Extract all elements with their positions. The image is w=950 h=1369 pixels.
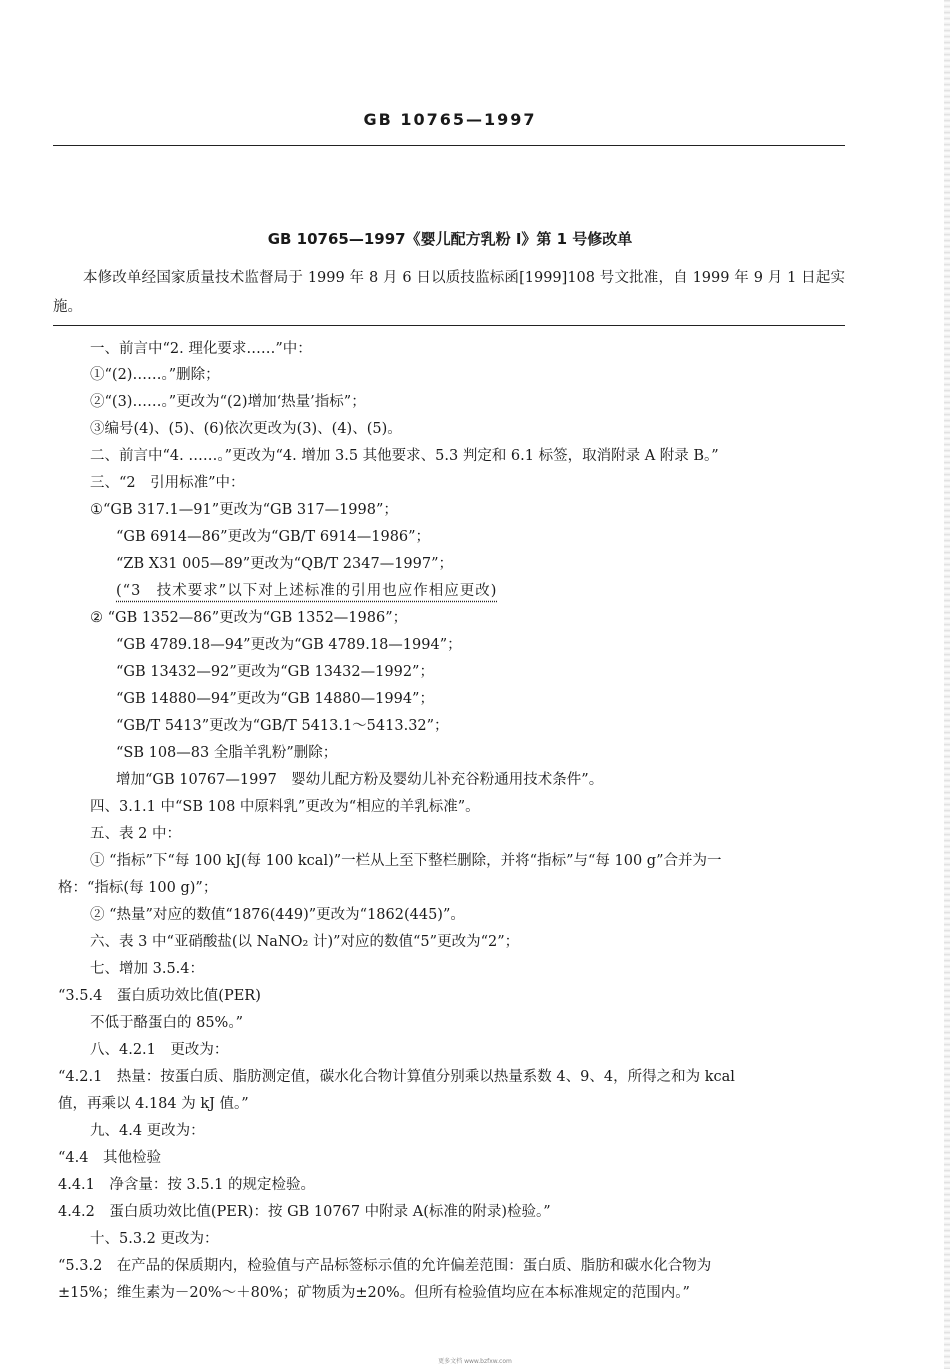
scan-edge <box>944 0 950 1369</box>
section-1-heading: 一、前言中“2. 理化要求……”中： <box>90 341 312 357</box>
section-5-item-2: ② “热量”对应的数值“1876(449)”更改为“1862(445)”。 <box>90 907 465 923</box>
section-3-note: (“3 技术要求”以下对上述标准的引用也应作相应更改) <box>116 583 498 599</box>
section-7-clause: “3.5.4 蛋白质功效比值(PER) <box>58 988 261 1004</box>
section-9-clause-2: 4.4.2 蛋白质功效比值(PER)：按 GB 10767 中附录 A(标准的附录)检验。” <box>58 1204 551 1220</box>
section-9-clause-1: 4.4.1 净含量：按 3.5.1 的规定检验。 <box>58 1177 316 1193</box>
section-7-clause-text: 不低于酪蛋白的 85%。” <box>90 1015 243 1031</box>
section-10-heading: 十、5.3.2 更改为： <box>90 1231 219 1247</box>
section-8-clause: “4.2.1 热量：按蛋白质、脂肪测定值，碳水化合物计算值分别乘以热量系数 4、9、4，所得之和为 kcal <box>58 1069 735 1085</box>
section-6-line: 六、表 3 中“亚硝酸盐(以 NaNO₂ 计)”对应的数值“5”更改为“2”； <box>90 934 520 950</box>
section-1-item-2: ②“(3)……。”更改为“(2)增加‘热量’指标”； <box>90 394 366 410</box>
footer-watermark: 更多文档 www.bzfxw.com <box>438 1358 512 1365</box>
section-3-item-2-b: “GB 4789.18—94”更改为“GB 4789.18—1994”； <box>116 637 462 653</box>
section-3-item-2-g: 增加“GB 10767—1997 婴幼儿配方粉及婴幼儿补充谷粉通用技术条件”。 <box>116 772 604 788</box>
section-3-item-2-f: “SB 108—83 全脂羊乳粉”删除； <box>116 745 338 761</box>
section-2-line: 二、前言中“4. ……。”更改为“4. 增加 3.5 其他要求、5.3 判定和 6.1 标签，取消附录 A 附录 B。” <box>90 448 719 464</box>
section-8-clause-cont: 值，再乘以 4.184 为 kJ 值。” <box>58 1096 249 1112</box>
section-3-item-2: ② “GB 1352—86”更改为“GB 1352—1986”； <box>90 610 408 626</box>
intro-rule <box>53 325 845 326</box>
section-3-item-1: ①“GB 317.1—91”更改为“GB 317—1998”； <box>90 502 398 518</box>
section-3-item-2-c: “GB 13432—92”更改为“GB 13432—1992”； <box>116 664 434 680</box>
section-3-item-2-e: “GB/T 5413”更改为“GB/T 5413.1～5413.32”； <box>116 718 449 734</box>
header-rule <box>53 145 845 146</box>
standard-code-header: GB 10765—1997 <box>363 110 537 129</box>
section-4-line: 四、3.1.1 中“SB 108 中原料乳”更改为“相应的羊乳标准”。 <box>90 799 480 815</box>
section-5-item-1: ① “指标”下“每 100 kJ(每 100 kcal)”一栏从上至下整栏删除，并将“指标”与“每 100 g”合并为一 <box>90 853 722 869</box>
section-1-item-1: ①“(2)……。”删除； <box>90 367 220 383</box>
section-3-heading: 三、“2 引用标准”中： <box>90 475 245 491</box>
section-10-clause: “5.3.2 在产品的保质期内，检验值与产品标签标示值的允许偏差范围：蛋白质、脂肪和碳水化合物为 <box>58 1258 712 1274</box>
section-7-heading: 七、增加 3.5.4： <box>90 961 205 977</box>
section-1-item-3: ③编号(4)、(5)、(6)依次更改为(3)、(4)、(5)。 <box>90 421 402 437</box>
document-title: GB 10765—1997《婴儿配方乳粉 I》第 1 号修改单 <box>267 230 633 248</box>
section-3-item-1-c: “ZB X31 005—89”更改为“QB/T 2347—1997”； <box>116 556 454 572</box>
section-3-item-1-b: “GB 6914—86”更改为“GB/T 6914—1986”； <box>116 529 431 545</box>
section-3-item-2-d: “GB 14880—94”更改为“GB 14880—1994”； <box>116 691 434 707</box>
section-9-clause: “4.4 其他检验 <box>58 1150 161 1166</box>
section-5-item-1-cont: 格：“指标(每 100 g)”； <box>58 880 218 896</box>
section-8-heading: 八、4.2.1 更改为： <box>90 1042 229 1058</box>
section-5-heading: 五、表 2 中： <box>90 826 181 842</box>
section-9-heading: 九、4.4 更改为： <box>90 1123 205 1139</box>
intro-paragraph: 本修改单经国家质量技术监督局于 1999 年 8 月 6 日以质技监标函[1999]108 号文批准，自 1999 年 9 月 1 日起实施。 <box>53 270 845 315</box>
section-10-clause-cont: ±15%；维生素为－20%～＋80%；矿物质为±20%。但所有检验值均应在本标准规定的范围内。” <box>58 1285 690 1301</box>
